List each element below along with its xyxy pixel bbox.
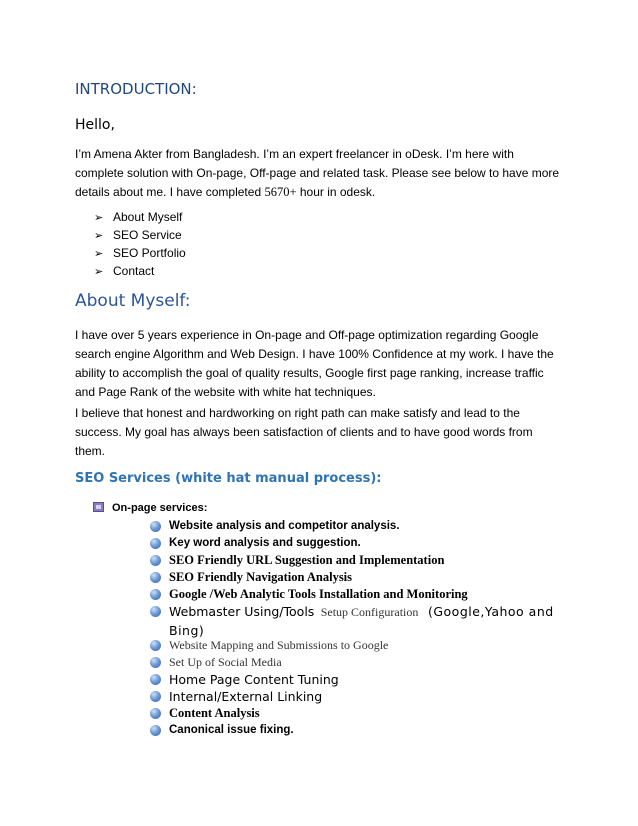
service-label: Canonical issue fixing. — [169, 724, 294, 736]
orb-bullet-icon — [150, 708, 161, 719]
intro-text-a: I’m Amena Akter from Bangladesh. I’m an expert freelancer in oDesk. I’m here with complete solution with On-page, Off-page and related task. Please see below to have more details about me. I have completed — [75, 147, 560, 199]
service-label: Home Page Content Tuning — [169, 672, 339, 687]
arrow-bullet-icon: ➢ — [94, 266, 104, 278]
orb-bullet-icon — [150, 572, 161, 583]
list-item — [150, 569, 570, 586]
square-bullet-icon — [93, 502, 104, 512]
list-item — [94, 226, 186, 244]
arrow-bullet-icon: ➢ — [94, 248, 104, 260]
service-label: SEO Friendly Navigation Analysis — [169, 570, 353, 584]
orb-bullet-icon — [150, 538, 161, 549]
introduction-heading: INTRODUCTION: — [75, 80, 197, 98]
orb-bullet-icon — [150, 606, 161, 617]
orb-bullet-icon — [150, 555, 161, 566]
orb-bullet-icon — [150, 589, 161, 600]
about-paragraph-1: I have over 5 years experience in On-page and Off-page optimization regarding Google search engine Algorithm and Web Design. I have 100% Confidence at my work. I have the ability to accomplish the goal of quality results, Google first page ranking, increase traffic and Page Rank of the website with white hat techniques. — [75, 328, 554, 399]
list-item — [94, 208, 186, 226]
orb-bullet-icon — [150, 725, 161, 736]
list-item — [150, 586, 570, 603]
contents-list — [94, 208, 186, 280]
service-label: Internal/External Linking — [169, 689, 323, 704]
services-heading: SEO Services (white hat manual process): — [75, 471, 382, 486]
orb-bullet-icon — [150, 640, 161, 651]
service-label: Content Analysis — [169, 706, 260, 720]
orb-bullet-icon — [150, 521, 161, 532]
toc-label: Contact — [113, 264, 155, 278]
service-label-engines: (Google,Yahoo and Bing) — [169, 604, 554, 638]
list-item — [150, 705, 570, 722]
service-label: Website Mapping and Submissions to Google — [169, 638, 389, 652]
list-item — [94, 244, 186, 262]
orb-bullet-icon — [150, 674, 161, 685]
onpage-label-text: On-page services: — [112, 502, 208, 514]
list-item — [150, 518, 570, 535]
toc-label: SEO Portfolio — [113, 246, 186, 260]
service-label: Website analysis and competitor analysis. — [169, 520, 400, 532]
list-item — [150, 552, 570, 569]
toc-label: About Myself — [113, 210, 183, 224]
onpage-label — [93, 502, 207, 514]
list-item — [150, 671, 570, 688]
intro-text-b: hour in odesk. — [296, 185, 376, 199]
about-paragraph-2: I believe that honest and hardworking on right path can make satisfy and lead to the success. My goal has always been satisfaction of clients and to have good words from them. — [75, 406, 533, 458]
service-label: Set Up of Social Media — [169, 655, 282, 669]
onpage-services-list — [150, 518, 570, 739]
hello-greeting: Hello, — [75, 117, 115, 133]
toc-label: SEO Service — [113, 228, 182, 242]
list-item — [94, 262, 186, 280]
orb-bullet-icon — [150, 657, 161, 668]
intro-paragraph — [75, 145, 565, 202]
service-label: Key word analysis and suggestion. — [169, 537, 361, 549]
list-item — [150, 688, 570, 705]
service-label: Google /Web Analytic Tools Installation and Monitoring — [169, 587, 468, 601]
list-item — [150, 535, 570, 552]
orb-bullet-icon — [150, 691, 161, 702]
service-label: Webmaster Using/Tools — [169, 604, 315, 619]
list-item — [150, 654, 570, 671]
list-item — [150, 603, 584, 637]
service-label: SEO Friendly URL Suggestion and Implementation — [169, 553, 445, 567]
service-label-setup: Setup Configuration — [320, 605, 419, 619]
hours-count: 5670+ — [264, 185, 297, 199]
about-heading: About Myself: — [75, 291, 191, 311]
list-item — [150, 637, 570, 654]
list-item — [150, 722, 570, 739]
arrow-bullet-icon: ➢ — [94, 230, 104, 242]
arrow-bullet-icon: ➢ — [94, 212, 104, 224]
